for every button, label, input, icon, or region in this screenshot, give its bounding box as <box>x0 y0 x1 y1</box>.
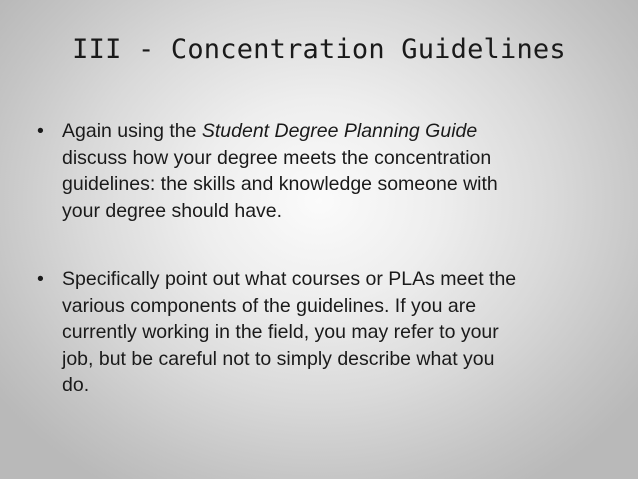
bullet-text: Again using the <box>62 120 202 142</box>
bullet-line <box>62 118 617 145</box>
bullet-line: currently working in the field, you may refer to your <box>62 321 499 343</box>
bullet-line: your degree should have. <box>62 199 283 222</box>
bullet-line: do. <box>62 374 90 396</box>
bullet-line: various components of the guidelines. If you are <box>62 294 477 317</box>
bullet-line: discuss how your degree meets the concentration <box>62 146 492 169</box>
bullet-item-planning-guide <box>37 118 617 224</box>
bullet-item-courses-plas <box>37 266 617 399</box>
guide-title-italic: Student Degree Planning Guide <box>201 120 478 142</box>
slide-title: III - Concentration Guidelines <box>72 34 566 65</box>
bullet-icon: • <box>37 268 44 290</box>
bullet-list <box>37 118 617 399</box>
bullet-line: job, but be careful not to simply describe what you <box>62 347 495 370</box>
bullet-line: guidelines: the skills and knowledge someone with <box>62 173 498 195</box>
bullet-icon: • <box>37 120 44 142</box>
bullet-line: Specifically point out what courses or PLAs meet the <box>62 268 517 290</box>
